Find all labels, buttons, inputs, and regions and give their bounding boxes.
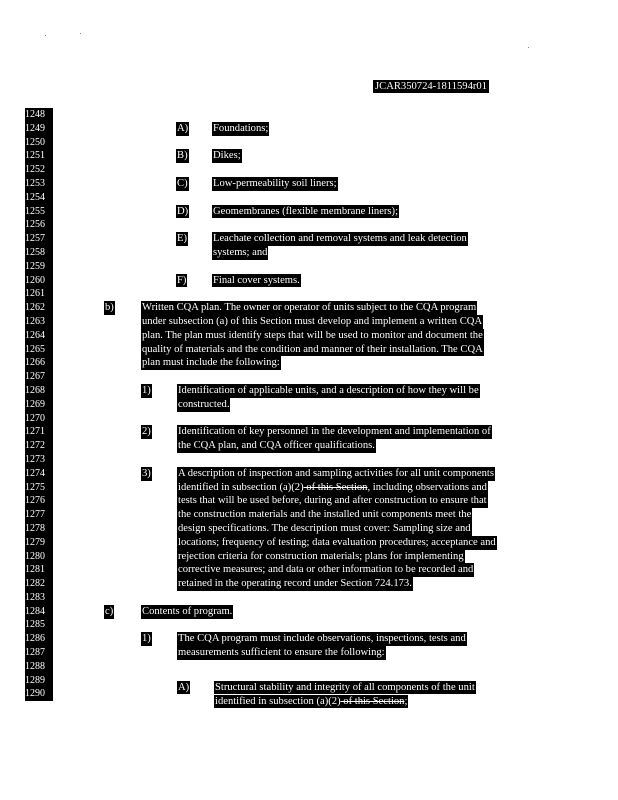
subsection-b-line: under subsection (a) of this Section must develop and implement a written CQA: [142, 316, 483, 327]
item-b3-line: locations; frequency of testing; data evaluation procedures; acceptance and: [178, 536, 496, 548]
item-c1a-label: A): [178, 681, 190, 693]
line-number: 1270: [25, 412, 45, 424]
struck-text: of this Section: [340, 695, 405, 707]
line-number: 1276: [25, 495, 45, 507]
item-b2-label: 2): [142, 426, 151, 438]
struck-text: of this Section: [303, 481, 368, 493]
line-number: 1281: [25, 564, 45, 576]
line-number: 1258: [25, 246, 45, 258]
line-number: 1250: [25, 136, 45, 148]
item-b1-line-2: constructed.: [178, 398, 230, 410]
line-number: 1279: [25, 536, 45, 548]
item-e-label: E): [177, 233, 187, 245]
item-a-label: A): [177, 122, 189, 134]
item-c-text: Low-permeability soil liners;: [213, 178, 337, 189]
item-e-text-line-2: systems; and: [213, 247, 268, 258]
line-number: 1265: [25, 343, 45, 355]
line-number: 1257: [25, 233, 45, 245]
item-b1-line-1: Identification of applicable units, and a description of how they will be: [178, 385, 479, 396]
line-number: 1260: [25, 274, 45, 286]
item-b3-line-2-text: , including observations and: [367, 481, 487, 493]
line-number: 1288: [25, 660, 45, 672]
subsection-c-label: c): [105, 605, 114, 617]
line-number: 1262: [25, 302, 45, 314]
line-number-column: [25, 108, 53, 701]
line-number: 1277: [25, 509, 45, 521]
item-b3-line: the construction materials and the installed unit components meet the: [178, 509, 472, 521]
item-d-text: Geomembranes (flexible membrane liners);: [213, 205, 399, 217]
scan-speck: [80, 33, 81, 34]
item-c1a-line-2-text: ;: [404, 695, 408, 707]
line-number: 1266: [25, 357, 45, 369]
line-number: 1278: [25, 522, 45, 534]
line-number: 1268: [25, 384, 45, 396]
item-b3-line-1: A description of inspection and sampling activities for all unit components: [178, 467, 494, 479]
line-number: 1256: [25, 219, 45, 231]
item-b3-line: design specifications. The description must cover: Sampling size and: [178, 523, 471, 534]
line-number: 1274: [25, 467, 45, 479]
line-number: 1285: [25, 619, 45, 631]
subsection-b-line: plan must include the following:: [142, 357, 280, 369]
item-c-label: C): [177, 178, 188, 189]
line-number: 1286: [25, 633, 45, 645]
line-number: 1252: [25, 164, 45, 176]
line-number: 1289: [25, 674, 45, 686]
item-b-label: B): [177, 150, 188, 162]
item-c1-label: 1): [142, 633, 151, 645]
item-e-text-line-1: Leachate collection and removal systems and leak detection: [213, 233, 467, 245]
item-b-text: Dikes;: [213, 150, 241, 162]
line-number: 1267: [25, 371, 45, 383]
line-number: 1275: [25, 481, 45, 493]
scan-speck: [528, 47, 529, 48]
line-number: 1272: [25, 440, 45, 452]
item-b2-line-1: Identification of key personnel in the development and implementation of: [178, 426, 491, 438]
line-number: 1269: [25, 398, 45, 410]
item-b2-line-2: the CQA plan, and CQA officer qualifications.: [178, 440, 375, 452]
subsection-b-label: b): [105, 302, 114, 314]
line-number: 1271: [25, 426, 45, 438]
item-c1-line-2: measurements sufficient to ensure the following:: [178, 647, 385, 659]
item-a-text: Foundations;: [213, 122, 269, 134]
line-number: 1255: [25, 205, 45, 217]
line-number: 1283: [25, 591, 45, 603]
item-b3-line: corrective measures; and data or other information to be recorded and: [178, 564, 474, 576]
line-number: 1282: [25, 578, 45, 590]
line-number: 1248: [25, 109, 45, 120]
line-number: 1263: [25, 315, 45, 327]
item-d-label: D): [177, 205, 189, 217]
subsection-c-heading: Contents of program.: [142, 605, 233, 617]
item-b3-line: retained in the operating record under Section 724.173.: [178, 578, 412, 590]
subsection-b-line: plan. The plan must identify steps that will be used to monitor and document the: [142, 329, 483, 341]
scan-speck: [45, 35, 46, 36]
line-number: 1261: [25, 288, 45, 300]
item-f-text: Final cover systems.: [213, 274, 300, 286]
subsection-b-line: Written CQA plan. The owner or operator of units subject to the CQA program: [142, 302, 477, 314]
line-number: 1259: [25, 260, 45, 272]
item-b3-label: 3): [142, 467, 151, 479]
item-f-label: F): [177, 274, 187, 286]
item-b3-line-2: [177, 481, 488, 495]
subsection-b-line: quality of materials and the condition and manner of their installation. The CQA: [142, 343, 483, 355]
item-c1a-line-2: [214, 695, 408, 709]
line-number: 1290: [25, 688, 45, 700]
item-b3-line-2-text: identified in subsection (a)(2): [178, 481, 304, 493]
item-c1a-line-2-text: identified in subsection (a)(2): [215, 695, 341, 707]
line-number: 1280: [25, 550, 45, 562]
line-number: 1264: [25, 329, 45, 341]
item-c1a-line-1: Structural stability and integrity of all components of the unit: [215, 681, 475, 693]
line-number: 1249: [25, 122, 45, 134]
line-number: 1254: [25, 191, 45, 203]
line-number: 1284: [25, 605, 45, 617]
line-number: 1273: [25, 453, 45, 465]
item-b1-label: 1): [142, 385, 151, 396]
item-b3-line: tests that will be used before, during and after construction to ensure that: [178, 495, 487, 507]
document-id: JCAR350724-1811594r01: [375, 81, 488, 92]
line-number: 1287: [25, 647, 45, 659]
item-c1-line-1: The CQA program must include observations, inspections, tests and: [178, 633, 466, 645]
line-number: 1251: [25, 150, 45, 162]
item-b3-line: rejection criteria for construction materials; plans for implementing: [178, 550, 464, 562]
line-number: 1253: [25, 177, 45, 189]
